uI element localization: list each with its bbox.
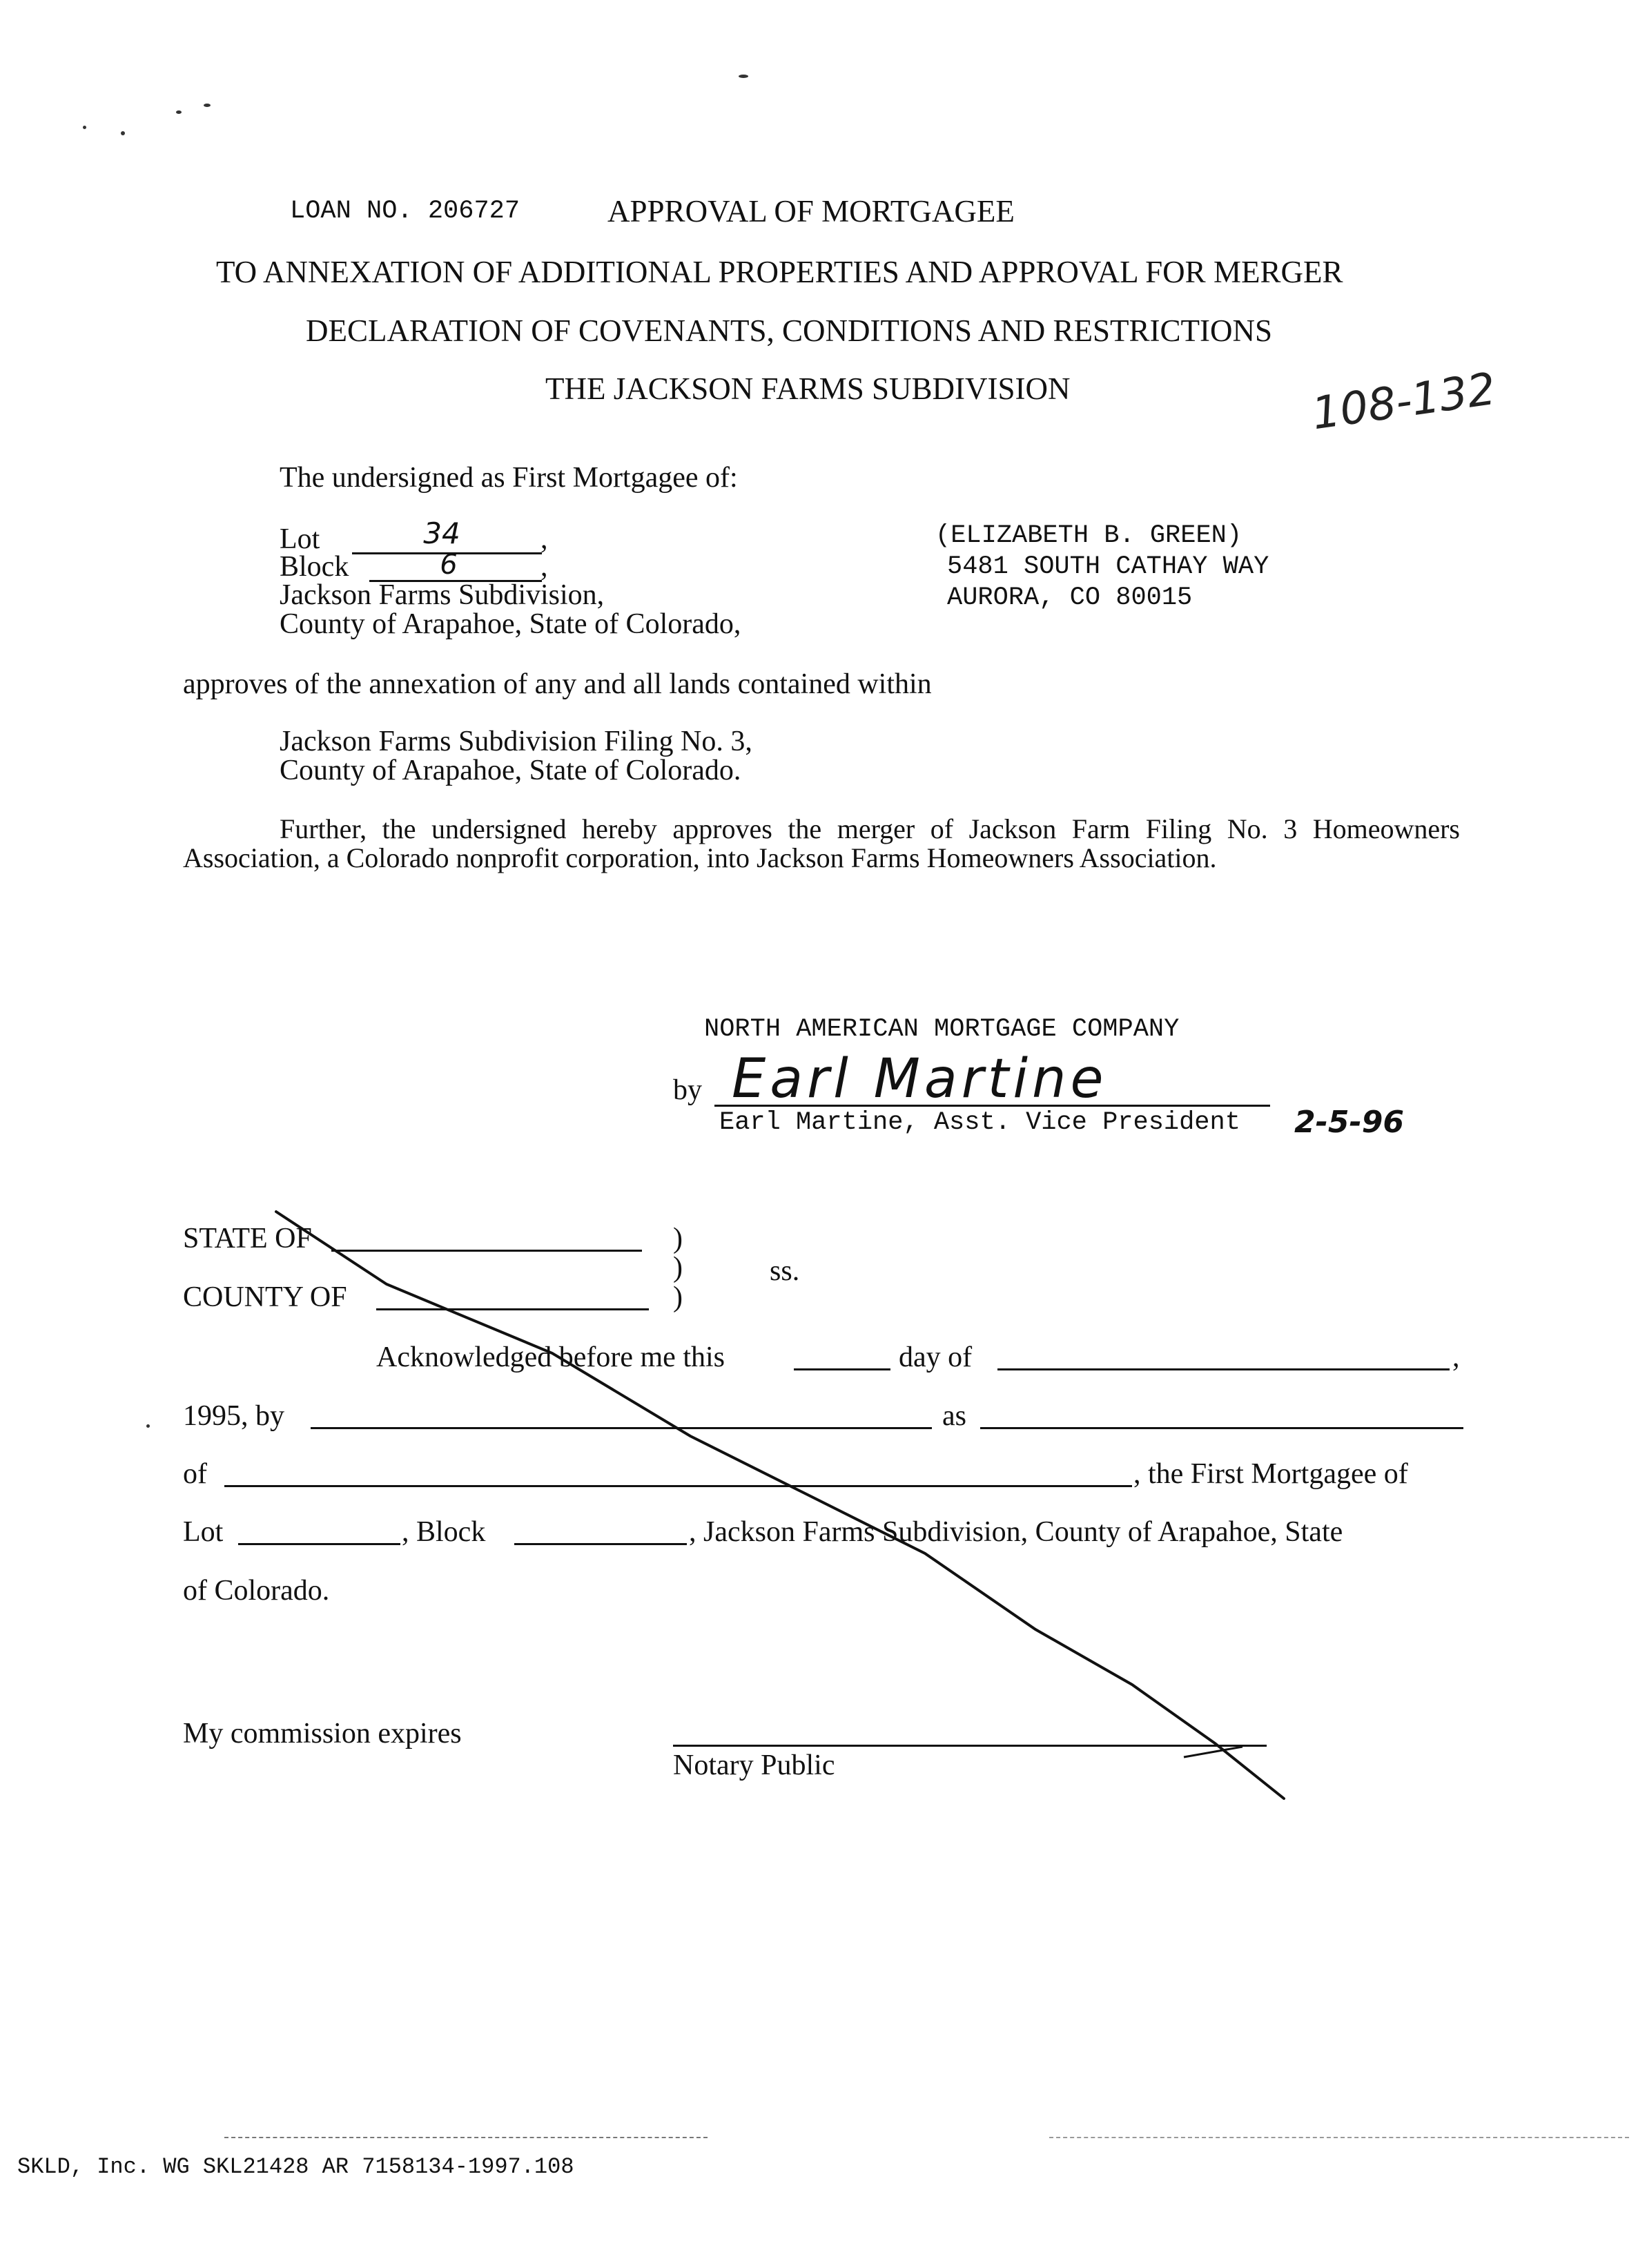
- document-title: APPROVAL OF MORTGAGEE: [607, 194, 1015, 229]
- filing-line-2: County of Arapahoe, State of Colorado.: [280, 755, 741, 786]
- first-mortgagee-label: , the First Mortgagee of: [1133, 1458, 1408, 1490]
- approves-text: approves of the annexation of any and all lands contained within: [183, 668, 932, 700]
- of-colorado: of Colorado.: [183, 1575, 330, 1607]
- as-label: as: [942, 1400, 966, 1432]
- paren-1: ): [673, 1223, 683, 1254]
- loan-number: LOAN NO. 206727: [290, 197, 520, 226]
- handwritten-reference: 108-132: [1309, 363, 1499, 440]
- footer-code: SKLD, Inc. WG SKL21428 AR 7158134-1997.108: [17, 2154, 574, 2180]
- document-subtitle: TO ANNEXATION OF ADDITIONAL PROPERTIES AND APPROVAL FOR MERGER: [216, 255, 1343, 289]
- footer-dashes-left: [224, 2137, 708, 2138]
- notary-public-label: Notary Public: [673, 1750, 835, 1781]
- day-of-label: day of: [899, 1341, 973, 1373]
- subdivision-name: Jackson Farms Subdivision,: [280, 579, 605, 611]
- ss-label: ss.: [770, 1255, 800, 1287]
- year-by-label: 1995, by: [183, 1400, 284, 1432]
- signer-title: Earl Martine, Asst. Vice President: [719, 1108, 1240, 1137]
- owner-name: (ELIZABETH B. GREEN): [935, 521, 1242, 550]
- block-label-notary: , Block: [402, 1516, 486, 1548]
- block-value: 6: [440, 549, 458, 581]
- lot-comma: ,: [540, 523, 548, 555]
- county-of-label: COUNTY OF: [183, 1281, 347, 1313]
- filing-line-1: Jackson Farms Subdivision Filing No. 3,: [280, 726, 752, 757]
- lot-label: Lot: [280, 523, 320, 555]
- of-label: of: [183, 1458, 207, 1490]
- merger-paragraph: Further, the undersigned hereby approves the merger of Jackson Farm Filing No. 3 Homeowners Association, a Colorado nonprofit corporation, into Jackson Farms Homeowners Association.: [183, 813, 1460, 873]
- lot-label-notary: Lot: [183, 1516, 224, 1548]
- owner-street: 5481 SOUTH CATHAY WAY: [947, 552, 1269, 581]
- signature-handwritten: Earl Martine: [732, 1048, 1108, 1110]
- company-name: NORTH AMERICAN MORTGAGE COMPANY: [704, 1015, 1180, 1044]
- state-of-label: STATE OF: [183, 1223, 312, 1254]
- subdivision-heading: THE JACKSON FARMS SUBDIVISION: [545, 371, 1071, 406]
- intro-text: The undersigned as First Mortgagee of:: [280, 462, 738, 494]
- paren-2: ): [673, 1252, 683, 1283]
- owner-city: AURORA, CO 80015: [947, 583, 1193, 612]
- acknowledged-text: Acknowledged before me this: [376, 1341, 725, 1373]
- county-name: County of Arapahoe, State of Colorado,: [280, 608, 741, 640]
- block-comma: ,: [540, 551, 548, 583]
- lot-value: 34: [423, 516, 460, 550]
- footer-dashes-right: [1049, 2137, 1629, 2138]
- block-label: Block: [280, 551, 349, 583]
- subdivision-text-notary: , Jackson Farms Subdivision, County of Arapahoe, State: [689, 1516, 1343, 1548]
- commission-label: My commission expires: [183, 1718, 462, 1750]
- by-label: by: [673, 1074, 702, 1106]
- document-subtitle-2: DECLARATION OF COVENANTS, CONDITIONS AND RESTRICTIONS: [306, 313, 1273, 348]
- paren-3: ): [673, 1281, 683, 1313]
- signature-date: 2-5-96: [1294, 1105, 1404, 1140]
- ack-comma: ,: [1452, 1341, 1460, 1373]
